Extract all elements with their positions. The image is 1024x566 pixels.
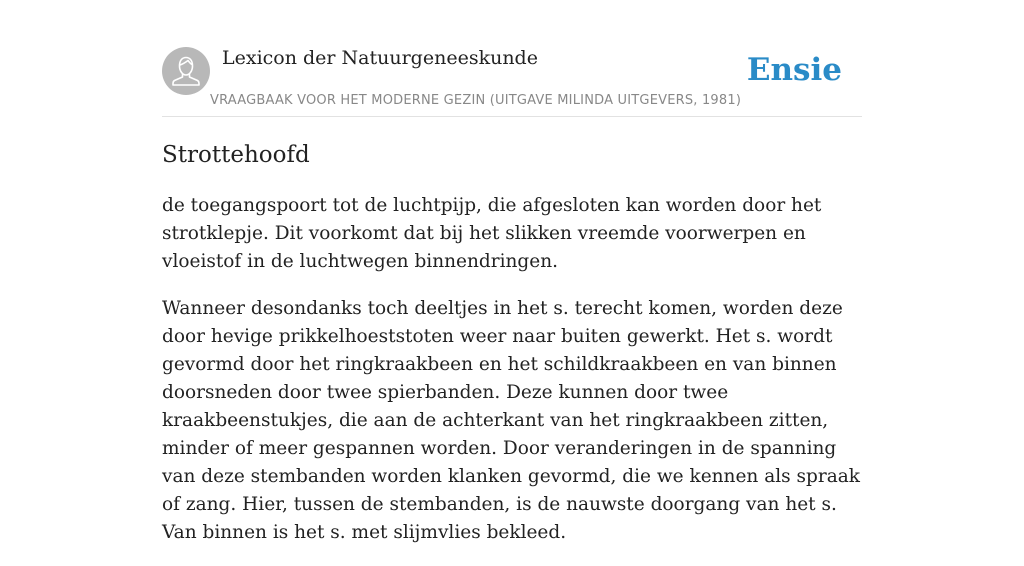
entry-paragraph: de toegangspoort tot de luchtpijp, die afgesloten kan worden door het strotklepje. Dit voorkomt dat bij het slikken vreemde voorwerpen en vloeistof in de luchtwegen binnendringen. [162, 195, 822, 272]
user-avatar-icon[interactable] [162, 47, 210, 95]
source-subtitle: VRAAGBAAK VOOR HET MODERNE GEZIN (UITGAVE MILINDA UITGEVERS, 1981) [210, 93, 742, 108]
source-title[interactable]: Lexicon der Natuurgeneeskunde [222, 47, 538, 69]
entry-title: Strottehoofd [162, 142, 310, 168]
entry-body [162, 192, 862, 566]
brand-logo[interactable]: Ensie [746, 52, 842, 88]
entry-paragraph: Wanneer desondanks toch deeltjes in het s. terecht komen, worden deze door hevige prikkelhoeststoten weer naar buiten gewerkt. Het s. wordt gevormd door het ringkraakbeen en het schildkraakbeen en van binnen doorsneden door twee spierbanden. Deze kunnen door twee kraakbeenstukjes, die aan de achterkant van het ringkraakbeen zitten, minder of meer gespannen worden. Door veranderingen in de spanning van deze stembanden worden klanken gevormd, die we kennen als spraak of zang. Hier, tussen de stembanden, is de nauwste doorgang van het s. Van binnen is het s. met slijmvlies bekleed. [162, 298, 860, 543]
source-header [162, 46, 862, 117]
